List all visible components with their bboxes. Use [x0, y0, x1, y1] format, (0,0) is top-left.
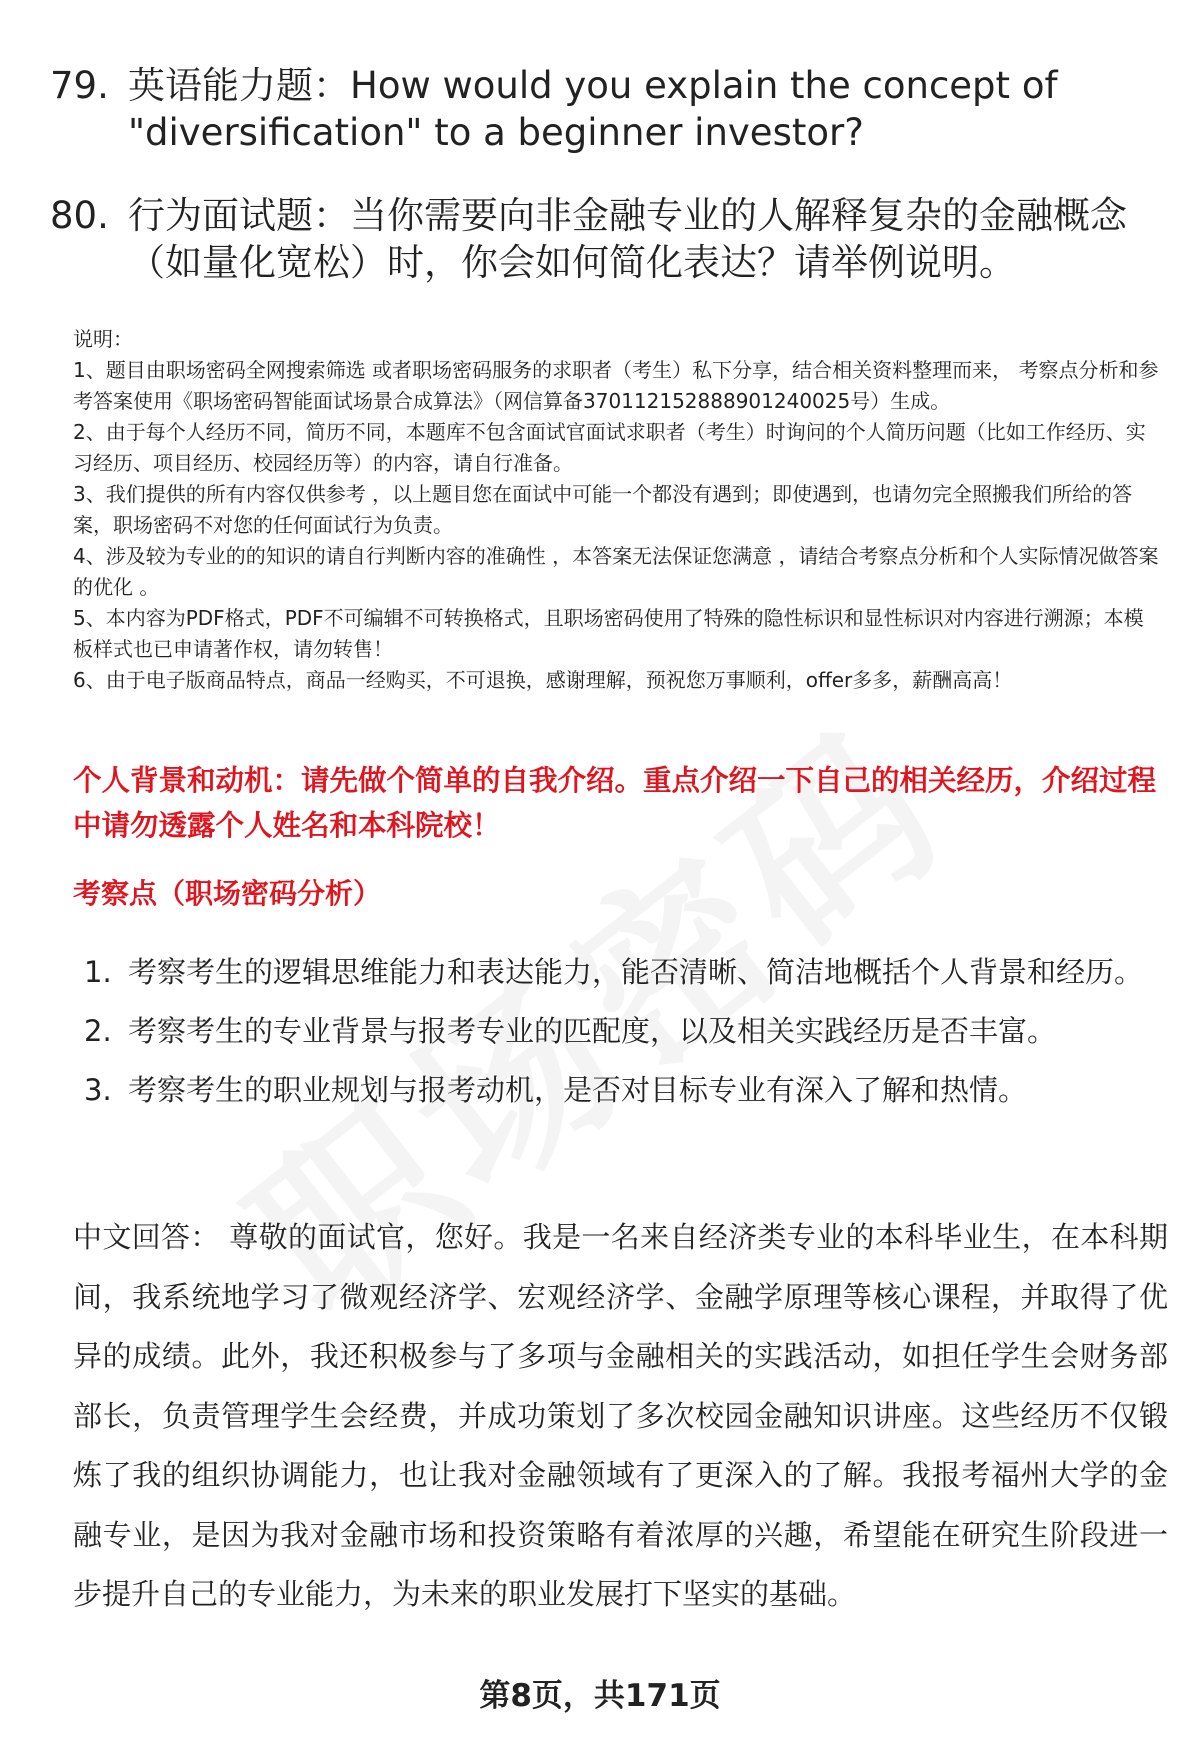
- page-footer: 第8页，共171页: [479, 1678, 721, 1714]
- question-number: 79.: [50, 64, 109, 107]
- note-item: 5、本内容为PDF格式，PDF不可编辑不可转换格式，且职场密码使用了特殊的隐性标识和显性标识对内容进行溯源；本模板样式也已申请著作权，请勿转售！: [73, 606, 1144, 661]
- list-number: 2.: [84, 1014, 112, 1048]
- list-text: 考察考生的逻辑思维能力和表达能力，能否清晰、简洁地概括个人背景和经历。: [128, 955, 1144, 989]
- list-text: 考察考生的职业规划与报考动机，是否对目标专业有深入了解和热情。: [128, 1073, 1028, 1107]
- question-text: 英语能力题：How would you explain the concept of "diversification" to a beginner investor?: [128, 64, 1058, 154]
- note-item: 4、涉及较为专业的的知识的请自行判断内容的准确性 ，本答案无法保证您满意 ，请结合考察点分析和个人实际情况做答案的优化 。: [73, 544, 1159, 599]
- list-item: [84, 1002, 1164, 1061]
- list-number: 1.: [84, 955, 112, 989]
- answer-text: 尊敬的面试官，您好。我是一名来自经济类专业的本科毕业生，在本科期间，我系统地学习了微观经济学、宏观经济学、金融学原理等核心课程，并取得了优异的成绩。此外，我还积极参与了多项与金融相关的实践活动，如担任学生会财务部部长，负责管理学生会经费，并成功策划了多次校园金融知识讲座。这些经历不仅锻炼了我的组织协调能力，也让我对金融领域有了更深入的了解。我报考福州大学的金融专业，是因为我对金融市场和投资策略有着浓厚的兴趣，希望能在研究生阶段进一步提升自己的专业能力，为未来的职业发展打下坚实的基础。: [73, 1220, 1168, 1611]
- note-item: 1、题目由职场密码全网搜索筛选 或者职场密码服务的求职者（考生）私下分享，结合相关资料整理而来， 考察点分析和参考答案使用《职场密码智能面试场景合成算法》（网信算备370112152888901240025号）生成。: [73, 358, 1159, 413]
- question-text: 行为面试题：当你需要向非金融专业的人解释复杂的金融概念（如量化宽松）时，你会如何简化表达？请举例说明。: [128, 194, 1127, 284]
- list-number: 3.: [84, 1073, 112, 1107]
- answer-label: 中文回答：: [73, 1220, 220, 1254]
- list-text: 考察考生的专业背景与报考专业的匹配度，以及相关实践经历是否丰富。: [128, 1014, 1057, 1048]
- note-item: 6、由于电子版商品特点，商品一经购买，不可退换，感谢理解，预祝您万事顺利，offer多多，薪酬高高！: [73, 668, 1013, 692]
- analysis-points: [84, 943, 1164, 1120]
- interview-question: 个人背景和动机：请先做个简单的自我介绍。重点介绍一下自己的相关经历，介绍过程中请勿透露个人姓名和本科院校！: [73, 764, 1157, 842]
- list-item: [84, 943, 1164, 1002]
- list-item: [84, 1061, 1164, 1120]
- note-item: 3、我们提供的所有内容仅供参考 ，以上题目您在面试中可能一个都没有遇到；即使遇到，也请勿完全照搬我们所给的答案，职场密码不对您的任何面试行为负责。: [73, 482, 1133, 537]
- answer-paragraph: [73, 1208, 1168, 1625]
- note-item: 2、由于每个人经历不同，简历不同，本题库不包含面试官面试求职者（考生）时询问的个人简历问题（比如工作经历、实习经历、项目经历、校园经历等）的内容，请自行准备。: [73, 420, 1146, 475]
- analysis-heading: 考察点（职场密码分析）: [73, 877, 382, 910]
- notes-title: 说明：: [73, 327, 133, 351]
- notes-section: [73, 324, 1163, 696]
- question-number: 80.: [50, 194, 109, 237]
